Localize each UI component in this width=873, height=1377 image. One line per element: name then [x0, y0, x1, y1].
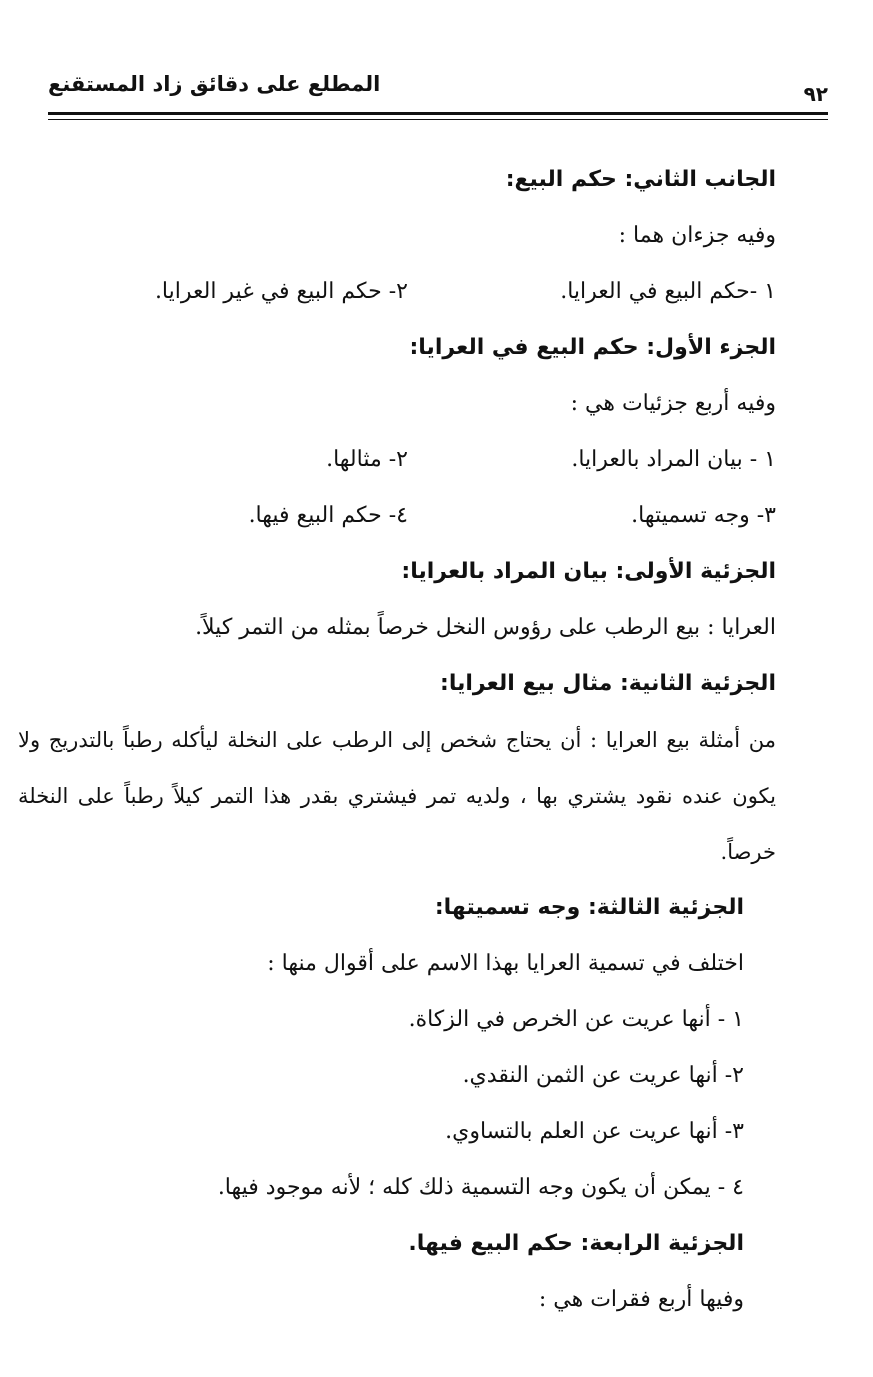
subpart-2-item: ٢- مثالها. [326, 447, 408, 472]
heading-aspect-two: الجانب الثاني: حكم البيع: [505, 167, 776, 192]
opinion-item: ١ - أنها عريت عن الخرص في الزكاة. [408, 1007, 744, 1032]
subparts-row-1 [40, 432, 776, 488]
subpart-1-item: ١ - بيان المراد بالعرايا. [571, 447, 776, 472]
intro-paragraphs: وفيها أربع فقرات هي : [538, 1287, 744, 1312]
subparts-row-2 [40, 488, 776, 544]
header-rule-thin [48, 119, 828, 120]
intro-parts: وفيه جزءان هما : [618, 223, 776, 248]
part-two-item: ٢- حكم البيع في غير العرايا. [154, 279, 408, 304]
opinion-item: ٤ - يمكن أن يكون وجه التسمية ذلك كله ؛ لأنه موجود فيها. [217, 1175, 744, 1200]
page-body [18, 152, 776, 1328]
page-header [48, 72, 828, 112]
intro-subparts: وفيه أربع جزئيات هي : [570, 391, 776, 416]
heading-subpart-four: الجزئية الرابعة: حكم البيع فيها. [408, 1231, 744, 1256]
parts-row [40, 264, 776, 320]
definition-text: العرايا : بيع الرطب على رؤوس النخل خرصاً بمثله من التمر كيلاً. [195, 615, 776, 640]
example-paragraph: من أمثلة بيع العرايا : أن يحتاج شخص إلى الرطب على النخلة ليأكله رطباً بالتدريج ولا يكون عنده نقود يشتري بها ، ولديه تمر فيشتري بقدر هذا التمر كيلاً رطباً على النخلة خرصاً. [18, 728, 776, 864]
subpart-3-item: ٣- وجه تسميتها. [631, 503, 776, 528]
heading-subpart-three: الجزئية الثالثة: وجه تسميتها: [434, 895, 744, 920]
part-one-item: ١ -حكم البيع في العرايا. [560, 279, 776, 304]
intro-opinions: اختلف في تسمية العرايا بهذا الاسم على أقوال منها : [267, 951, 744, 976]
header-rule-thick [48, 112, 828, 115]
heading-part-one: الجزء الأول: حكم البيع في العرايا: [409, 335, 776, 360]
heading-subpart-two: الجزئية الثانية: مثال بيع العرايا: [440, 671, 776, 696]
opinion-item: ٢- أنها عريت عن الثمن النقدي. [462, 1063, 744, 1088]
running-title: المطلع على دقائق زاد المستقنع [48, 72, 381, 96]
subpart-4-item: ٤- حكم البيع فيها. [248, 503, 408, 528]
page-number: ٩٢ [803, 82, 828, 106]
opinion-item: ٣- أنها عريت عن العلم بالتساوي. [445, 1119, 744, 1144]
heading-subpart-one: الجزئية الأولى: بيان المراد بالعرايا: [401, 559, 776, 584]
